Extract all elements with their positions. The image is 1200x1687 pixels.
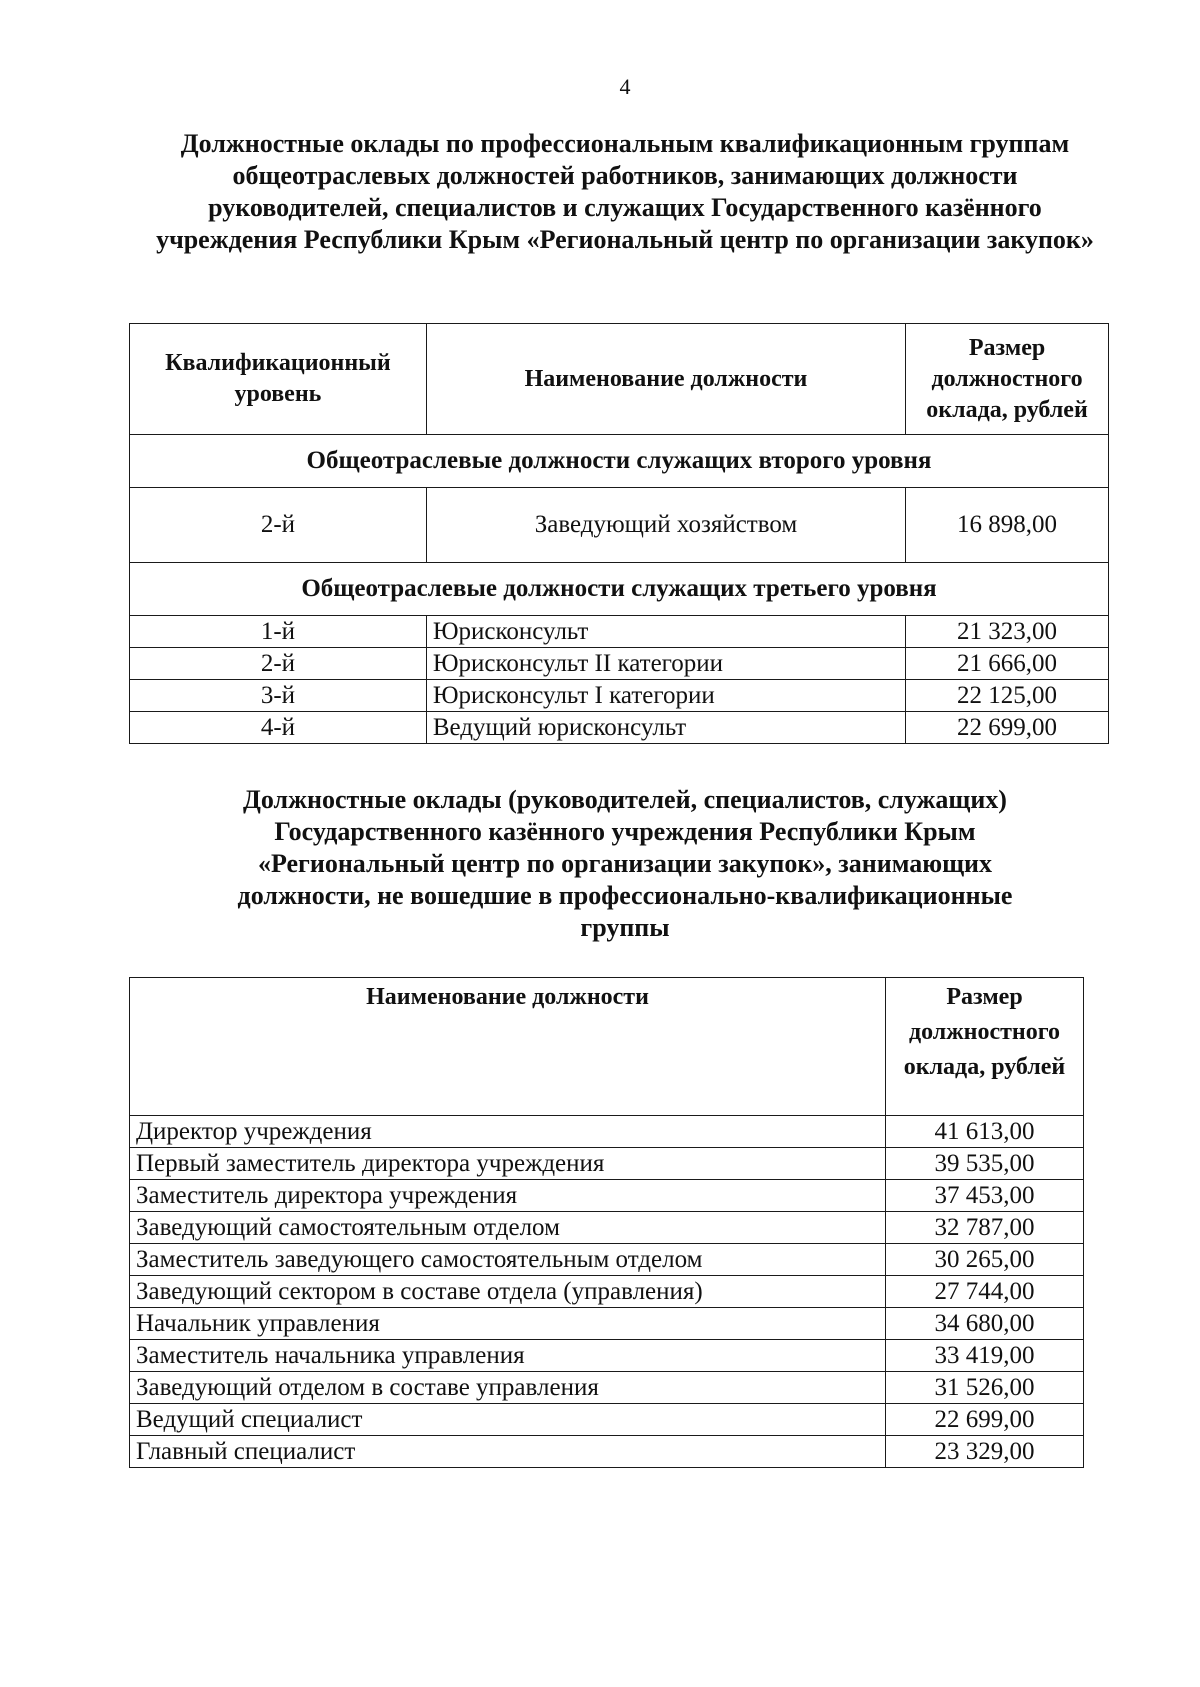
table-header-row	[130, 324, 1109, 435]
table-row	[130, 1308, 1084, 1340]
group-row-third-level	[130, 563, 1109, 616]
cell-position: Ведущий специалист	[130, 1404, 886, 1436]
other-positions-salary-table	[129, 977, 1084, 1468]
cell-level: 1-й	[130, 616, 427, 648]
qualification-salary-table	[129, 323, 1109, 744]
cell-salary: 23 329,00	[886, 1436, 1084, 1468]
header-qualification-level: Квалификационный уровень	[130, 324, 427, 435]
cell-position: Заведующий отделом в составе управления	[130, 1372, 886, 1404]
cell-salary: 16 898,00	[906, 488, 1109, 563]
table-row	[130, 712, 1109, 744]
cell-salary: 34 680,00	[886, 1308, 1084, 1340]
table-row	[130, 488, 1109, 563]
cell-salary: 32 787,00	[886, 1212, 1084, 1244]
table-row	[130, 1340, 1084, 1372]
cell-position: Заведующий сектором в составе отдела (управления)	[130, 1276, 886, 1308]
cell-position: Директор учреждения	[130, 1116, 886, 1148]
cell-salary: 31 526,00	[886, 1372, 1084, 1404]
cell-position: Первый заместитель директора учреждения	[130, 1148, 886, 1180]
cell-salary: 22 125,00	[906, 680, 1109, 712]
cell-position: Ведущий юрисконсульт	[426, 712, 905, 744]
header-position-name: Наименование должности	[130, 978, 886, 1116]
group-title: Общеотраслевые должности служащих второго уровня	[130, 435, 1109, 488]
table-row	[130, 648, 1109, 680]
cell-salary: 41 613,00	[886, 1116, 1084, 1148]
cell-position: Юрисконсульт	[426, 616, 905, 648]
page-number: 4	[619, 74, 631, 99]
table-row	[130, 1180, 1084, 1212]
cell-salary: 21 666,00	[906, 648, 1109, 680]
cell-salary: 39 535,00	[886, 1148, 1084, 1180]
table-row	[130, 1116, 1084, 1148]
table-row	[130, 680, 1109, 712]
cell-position: Заведующий самостоятельным отделом	[130, 1212, 886, 1244]
group-title: Общеотраслевые должности служащих третьего уровня	[130, 563, 1109, 616]
cell-salary: 21 323,00	[906, 616, 1109, 648]
cell-position: Начальник управления	[130, 1308, 886, 1340]
table-row	[130, 1212, 1084, 1244]
header-salary: Размер должностного оклада, рублей	[886, 978, 1084, 1116]
cell-position: Юрисконсульт I категории	[426, 680, 905, 712]
table-row	[130, 616, 1109, 648]
cell-level: 2-й	[130, 488, 427, 563]
table-row	[130, 1244, 1084, 1276]
heading-qualification-groups: Должностные оклады по профессиональным квалификационным группам общеотраслевых должностей работников, занимающих должности руководителей, специалистов и служащих Государственного казённого учреждения Республики Крым «Региональный центр по организации закупок»	[156, 129, 1094, 254]
table-row	[130, 1276, 1084, 1308]
cell-salary: 37 453,00	[886, 1180, 1084, 1212]
cell-level: 2-й	[130, 648, 427, 680]
cell-position: Заместитель заведующего самостоятельным отделом	[130, 1244, 886, 1276]
table-row	[130, 1404, 1084, 1436]
cell-salary: 33 419,00	[886, 1340, 1084, 1372]
cell-salary: 27 744,00	[886, 1276, 1084, 1308]
cell-salary: 22 699,00	[886, 1404, 1084, 1436]
cell-position: Юрисконсульт II категории	[426, 648, 905, 680]
header-salary: Размер должностного оклада, рублей	[906, 324, 1109, 435]
cell-position: Заместитель директора учреждения	[130, 1180, 886, 1212]
table-row	[130, 1436, 1084, 1468]
cell-level: 4-й	[130, 712, 427, 744]
table-row	[130, 1372, 1084, 1404]
cell-level: 3-й	[130, 680, 427, 712]
table-header-row	[130, 978, 1084, 1116]
cell-position: Главный специалист	[130, 1436, 886, 1468]
heading-other-positions: Должностные оклады (руководителей, специалистов, служащих) Государственного казённого учреждения Республики Крым «Региональный центр по организации закупок», занимающих должности, не вошедшие в профессионально-квалификационные группы	[237, 785, 1013, 942]
group-row-second-level	[130, 435, 1109, 488]
cell-salary: 30 265,00	[886, 1244, 1084, 1276]
cell-salary: 22 699,00	[906, 712, 1109, 744]
table-row	[130, 1148, 1084, 1180]
header-position-name: Наименование должности	[426, 324, 905, 435]
cell-position: Заместитель начальника управления	[130, 1340, 886, 1372]
cell-position: Заведующий хозяйством	[426, 488, 905, 563]
